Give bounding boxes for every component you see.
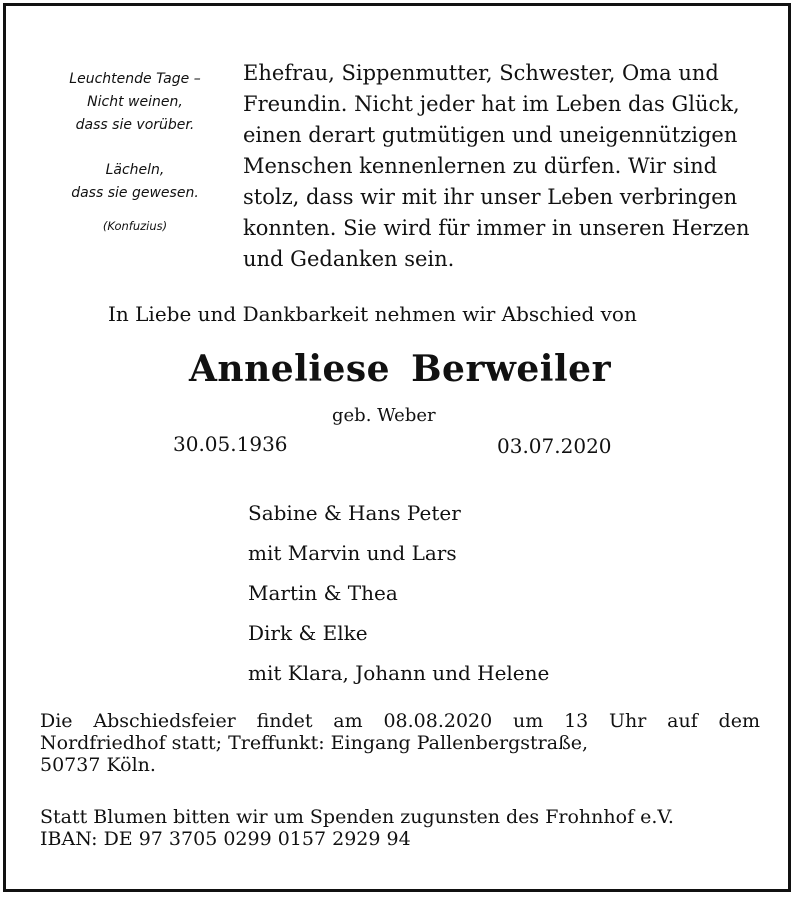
ceremony-word: Uhr <box>609 710 647 732</box>
donation-iban: IBAN: DE 97 3705 0299 0157 2929 94 <box>40 828 411 850</box>
intro-line: konnten. Sie wird für immer in unseren Herzen <box>243 216 750 240</box>
quote-line: Nicht weinen, <box>87 94 183 110</box>
intro-line: Ehefrau, Sippenmutter, Schwester, Oma und <box>243 61 719 85</box>
donation-info <box>40 806 760 850</box>
ceremony-word: um <box>513 710 544 732</box>
mourner-entry: mit Marvin und Lars <box>248 541 457 565</box>
ceremony-location: Nordfriedhof statt; Treffunkt: Eingang Pallenbergstraße, <box>40 732 589 754</box>
mourner-entry: mit Klara, Johann und Helene <box>248 661 550 685</box>
quote-line: Lächeln, <box>105 162 165 178</box>
death-date: 03.07.2020 <box>497 434 612 458</box>
mourner-entry: Dirk & Elke <box>248 621 368 645</box>
ceremony-word: auf <box>667 710 698 732</box>
intro-line: stolz, dass wir mit ihr unser Leben verbringen <box>243 185 738 209</box>
ceremony-word: findet <box>256 710 313 732</box>
quote-line: dass sie gewesen. <box>71 185 199 201</box>
intro-line: Freundin. Nicht jeder hat im Leben das Glück, <box>243 92 740 116</box>
ceremony-word: am <box>333 710 363 732</box>
mourner-entry: Sabine & Hans Peter <box>248 501 461 525</box>
intro-text <box>243 58 763 275</box>
intro-line: und Gedanken sein. <box>243 247 455 271</box>
ceremony-word: Die <box>40 710 73 732</box>
ceremony-city: 50737 Köln. <box>40 754 156 776</box>
quote-line: dass sie vorüber. <box>75 117 195 133</box>
ceremony-line-justified <box>40 710 760 732</box>
ceremony-word: 08.08.2020 <box>383 710 493 732</box>
quote-line: Leuchtende Tage – <box>69 71 201 87</box>
ceremony-word: Abschiedsfeier <box>93 710 236 732</box>
ceremony-word: 13 <box>564 710 589 732</box>
intro-line: einen derart gutmütigen und uneigennützigen <box>243 123 738 147</box>
mourner-entry: Martin & Thea <box>248 581 398 605</box>
ceremony-word: dem <box>718 710 760 732</box>
confucius-quote <box>40 68 230 238</box>
deceased-name: Anneliese Berweiler <box>188 348 612 390</box>
mourners-list <box>248 493 549 693</box>
quote-author: (Konfuzius) <box>102 219 168 233</box>
maiden-name: geb. Weber <box>332 405 436 426</box>
birth-date: 30.05.1936 <box>173 432 288 456</box>
ceremony-info <box>40 710 760 776</box>
intro-line: Menschen kennenlernen zu dürfen. Wir sind <box>243 154 718 178</box>
donation-request: Statt Blumen bitten wir um Spenden zugunsten des Frohnhof e.V. <box>40 806 674 828</box>
farewell-line: In Liebe und Dankbarkeit nehmen wir Abschied von <box>108 302 637 326</box>
